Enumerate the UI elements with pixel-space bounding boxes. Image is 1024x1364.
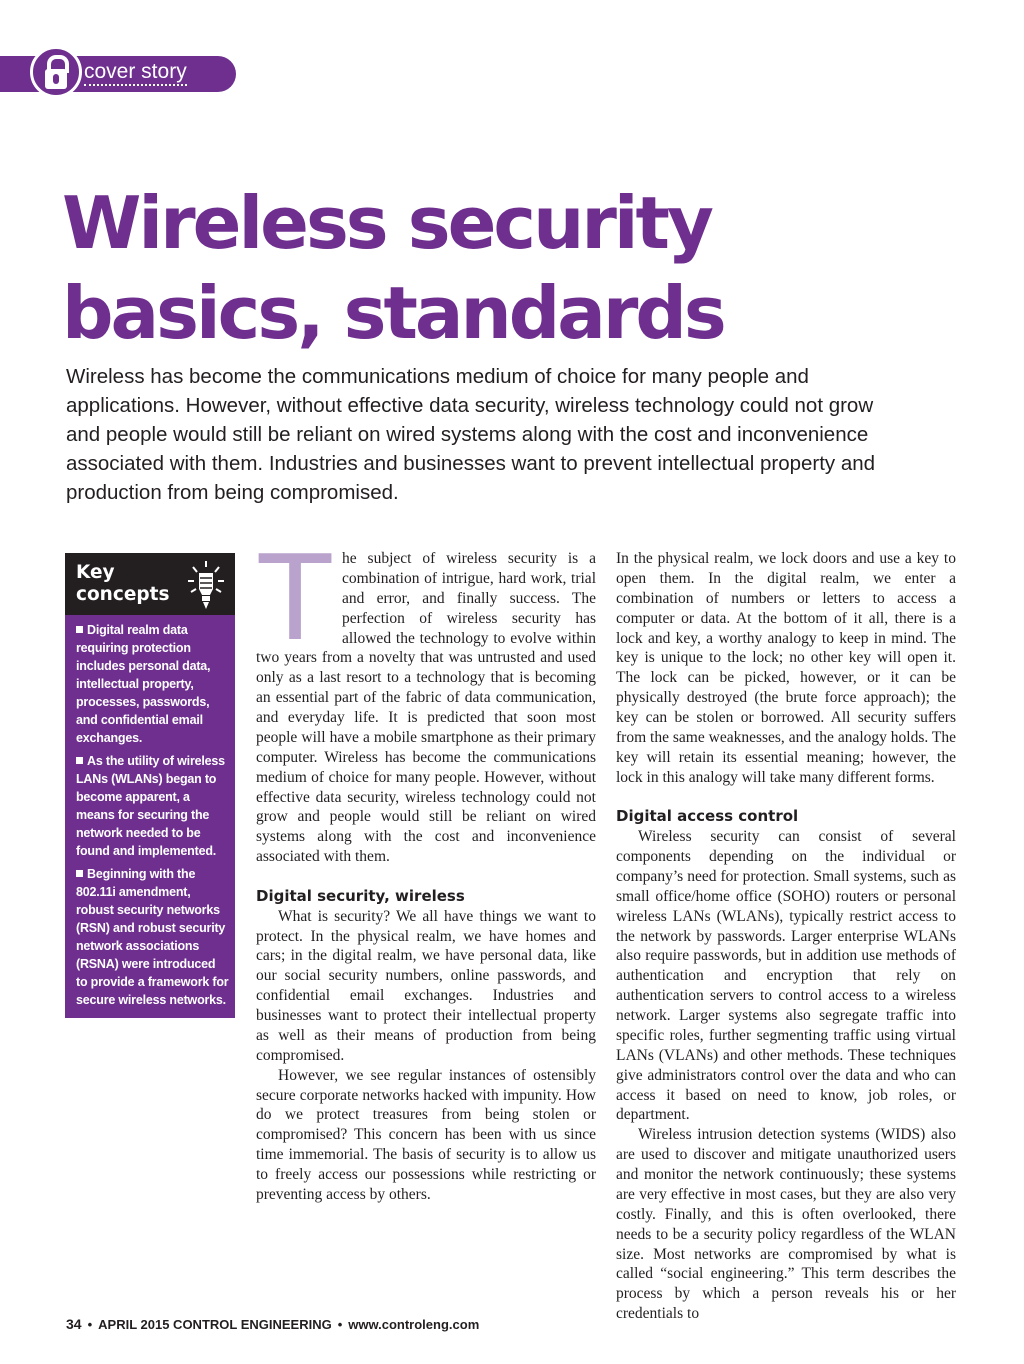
article-column-1 — [256, 529, 596, 1205]
body-paragraph: What is security? We all have things we want to protect. In the physical realm, we have homes and cars; in the digital realm, we have personal data, like our social security numbers, online passwords, and confidential email exchanges. Industries and businesses want to protect their intellectual property as well as their means of production from being compromised. — [256, 907, 596, 1064]
title-line-2: basics, standards — [62, 271, 724, 355]
article-deck: Wireless has become the communications medium of choice for many people and applications. However, without effective data security, wireless technology could not grow and people would still be reliant on wired systems along with the cost and inconvenience associated with them. Industries and businesses want to prevent intellectual property and production from being compromised. — [66, 365, 876, 504]
body-paragraph: In the physical realm, we lock doors and use a key to open them. In the digital realm, we enter a combination of numbers or letters to access a computer or data. At the bottom of it all, there is a lock and key, a worthy analogy to keep in mind. The key is unique to the lock; no other key will open it. The lock can be picked, however, or it can be physically destroyed (the brute force approach); the key can be stolen or borrowed. All security suffers from the same weaknesses, and the analogy holds. The key will retain its essential meaning; however, the lock in this analogy will take many different forms. — [616, 550, 956, 786]
title-line-1: Wireless security — [62, 181, 711, 265]
lock-icon — [30, 46, 82, 98]
sidebar-item: Beginning with the 802.11i amendment, robust security networks (RSN) and robust security network associations (RSNA) were introduced to provide a framework for secure wireless networks. — [76, 867, 229, 1007]
sidebar-heading: Key concepts — [76, 562, 170, 605]
article-column-2 — [616, 549, 956, 1324]
body-paragraph: Wireless security can consist of several components depending on the individual or company’s need for protection. Small systems, such as small office/home office (SOHO) routers or personal wireless LANs (WLANs), typically restrict access to the network by passwords. Larger enterprise WLANs also require passwords, but in addition use methods of authentication and encryption that rely on authentication servers to control access to a wireless network. Larger systems also segregate traffic into specific roles, further segmenting traffic using virtual LANs (VLANs) and other methods. These techniques give administrators control over the data and who can access it based on need to know, job roles, or department. — [616, 828, 956, 1124]
drop-cap: T — [258, 529, 332, 667]
article-title — [62, 178, 962, 358]
page-footer: 34 • APRIL 2015 CONTROL ENGINEERING • www.controleng.com — [66, 1316, 480, 1332]
body-paragraph: However, we see regular instances of ostensibly secure corporate networks hacked with impunity. How do we protect treasures from being stolen or compromised? This concern has been with us since time immemorial. The basis of security is to allow us to freely access our possessions while restricting or preventing access by others. — [256, 1066, 596, 1203]
bullet-square-icon — [76, 870, 83, 877]
site-url[interactable]: www.controleng.com — [348, 1317, 480, 1332]
issue-info: APRIL 2015 CONTROL ENGINEERING — [98, 1317, 332, 1332]
page-number: 34 — [66, 1316, 82, 1332]
section-heading: Digital access control — [616, 807, 799, 826]
section-heading: Digital security, wireless — [256, 886, 465, 905]
bullet-square-icon — [76, 626, 83, 633]
sidebar-item: As the utility of wireless LANs (WLANs) began to become apparent, a means for securing the network needed to be found and implemented. — [76, 754, 225, 858]
body-paragraph: Wireless intrusion detection systems (WIDS) also are used to discover and mitigate unauthorized users and monitor the network continuously; these systems are very effective in most cases, but they are also very costly. Finally, and this is often overlooked, there needs to be a security policy regardless of the WLAN size. Most networks are compromised by what is called “social engineering.” This term describes the process by which a person reveals his or her credentials to — [616, 1126, 956, 1323]
intro-paragraph: he subject of wireless security is a combination of intrigue, hard work, trial and error, and finally success. The perfection of wireless security has allowed the technology to evolve within two years from a novelty that was untrusted and used only as a last resort to a technology that is becoming an essential part of the fabric of data communication, and everyday life. It is predicted that soon most people will have a mobile smartphone as their primary computer. Wireless has become the communications medium of choice for many people. However, without effective data security, wireless technology could not grow and people would still be reliant on wired systems along with the cost and inconvenience associated with them. — [256, 550, 596, 866]
section-label: cover story — [84, 60, 187, 86]
bullet-square-icon — [76, 757, 83, 764]
sidebar-item: Digital realm data requiring protection includes personal data, intellectual property, processes, passwords, and confidential email exchanges. — [76, 623, 211, 745]
sidebar-header — [65, 553, 235, 615]
key-concepts-sidebar — [65, 553, 235, 1018]
lightbulb-icon — [187, 559, 225, 611]
